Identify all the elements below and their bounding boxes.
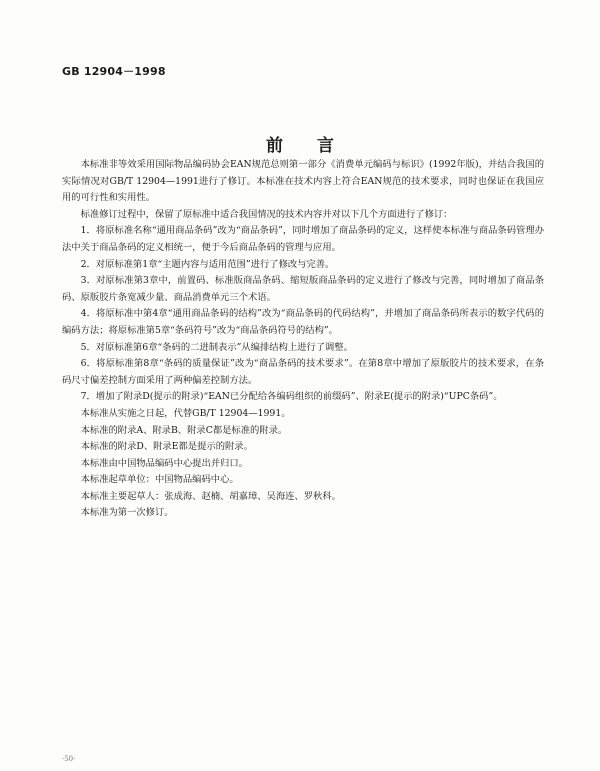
paragraph-proposer: 本标准由中国物品编码中心提出并归口。 xyxy=(80,457,248,469)
paragraph-item-7: 7．增加了附录D(提示的附录)“EAN已分配给各编码组织的前缀码”、附录E(提示的附录)“UPC条码”。 xyxy=(80,391,503,403)
paragraph-informative-annexes: 本标准的附录D、附录E都是提示的附录。 xyxy=(80,441,253,453)
standard-code: GB 12904－1998 xyxy=(62,65,166,78)
paragraph-first-revision: 本标准为第一次修订。 xyxy=(80,507,174,519)
paragraph-item-6: 6．将原标准第8章“条码的质量保证”改为“商品条码的技术要求”。在第8章中增加了原版胶片的技术要求，在条码尺寸偏差控制方面采用了两种偏差控制方法。 xyxy=(62,358,544,386)
paragraph-replaces: 本标准从实施之日起，代替GB/T 12904—1991。 xyxy=(80,407,291,419)
page-title: 前言 xyxy=(266,136,368,156)
paragraph-item-3: 3．对原标准第3章中，前置码、标准版商品条码、缩短版商品条码的定义进行了修改与完善，同时增加了商品条码、原版胶片条宽减少量、商品消费单元三个术语。 xyxy=(62,275,544,303)
paragraph-drafters: 本标准主要起草人：张成海、赵楠、胡嘉璋、吴海连、罗秋科。 xyxy=(80,490,341,502)
paragraph-item-5: 5．对原标准第6章“条码的二进制表示”从编排结构上进行了调整。 xyxy=(80,341,353,353)
document-body xyxy=(62,157,544,522)
paragraph-intro: 本标准非等效采用国际物品编码协会EAN规范总则第一部分《消费单元编码与标识》(1992年版)，并结合我国的实际情况对GB/T 12904—1991进行了修订。本标准在技术内容上符合EAN规范的技术要求，同时也保证在我国应用的可行性和实用性。 xyxy=(62,159,544,204)
paragraph-item-2: 2．对原标准第1章“主题内容与适用范围”进行了修改与完善。 xyxy=(80,258,335,270)
paragraph-normative-annexes: 本标准的附录A、附录B、附录C都是标准的附录。 xyxy=(80,424,288,436)
paragraph-item-4: 4．将原标准中第4章“通用商品条码的结构”改为“商品条码的代码结构”，并增加了商品条码所表示的数字代码的编码方法；将原标准第5章“条码符号”改为“商品条码符号的结构”。 xyxy=(62,308,544,336)
paragraph-revision-scope: 标准修订过程中，保留了原标准中适合我国情况的技术内容并对以下几个方面进行了修订： xyxy=(80,208,453,220)
paragraph-drafting-unit: 本标准起草单位：中国物品编码中心。 xyxy=(80,474,239,486)
paragraph-item-1: 1．将原标准名称“通用商品条码”改为“商品条码”，同时增加了商品条码的定义，这样使本标准与商品条码管理办法中关于商品条码的定义相统一，便于今后商品条码的管理与应用。 xyxy=(62,225,544,253)
page-number: ·50· xyxy=(62,755,76,763)
